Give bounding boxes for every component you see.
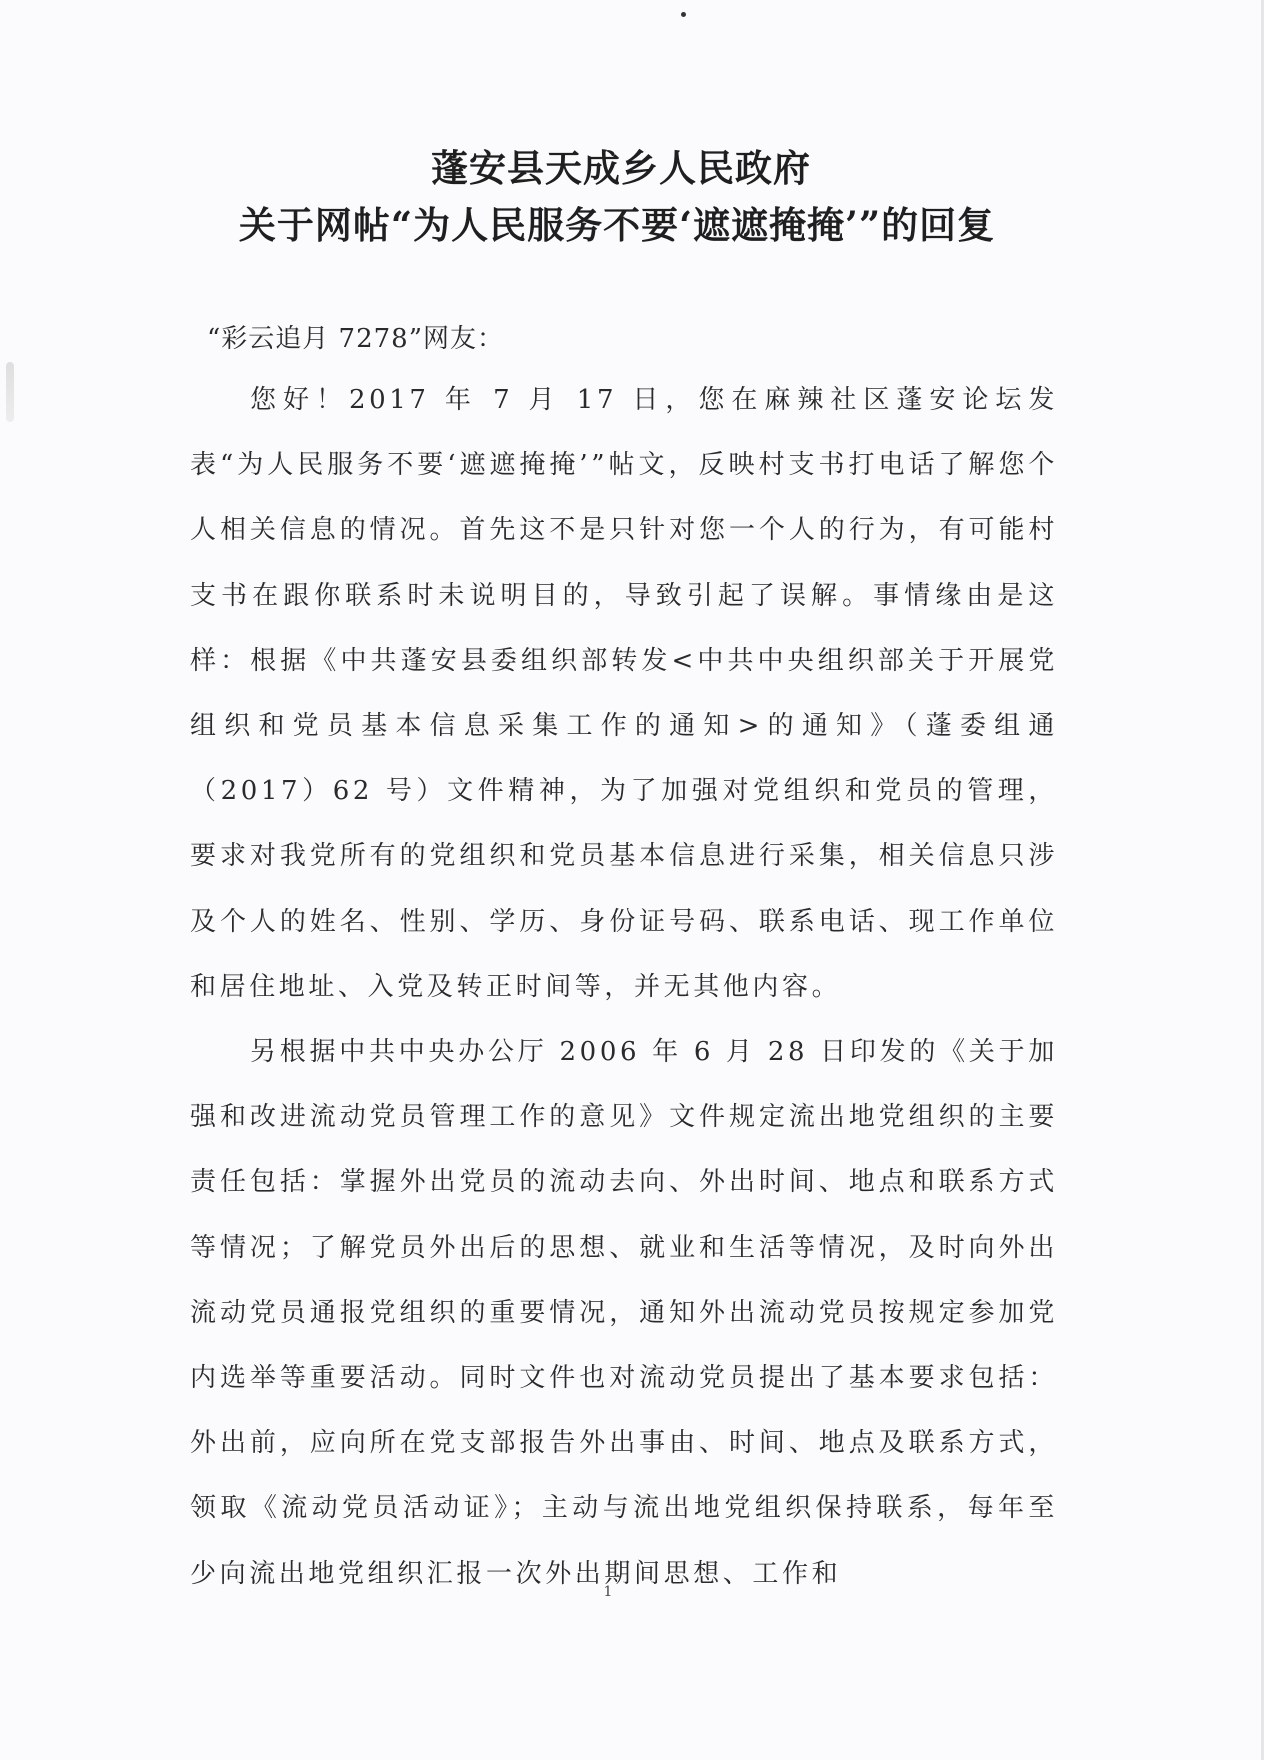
body-paragraph-1: 您好！2017 年 7 月 17 日，您在麻辣社区蓬安论坛发表“为人民服务不要‘遮遮掩掩’”帖文，反映村支书打电话了解您个人相关信息的情况。首先这不是只针对您一个人的行为，有可能村支书在跟你联系时未说明目的，导致引起了误解。事情缘由是这样：根据《中共蓬安县委组织部转发<中共中央组织部关于开展党组织和党员基本信息采集工作的通知>的通知》（蓬委组通（2017）62 号）文件精神，为了加强对党组织和党员的管理，要求对我党所有的党组织和党员基本信息进行采集，相关信息只涉及个人的姓名、性别、学历、身份证号码、联系电话、现工作单位和居住地址、入党及转正时间等，并无其他内容。 — [190, 385, 1058, 1002]
scan-mark-left — [6, 362, 14, 422]
document-title — [0, 146, 1264, 248]
scan-mark — [681, 12, 686, 17]
body-paragraph-2: 另根据中共中央办公厅 2006 年 6 月 28 日印发的《关于加强和改进流动党员管理工作的意见》文件规定流出地党组织的主要责任包括：掌握外出党员的流动去向、外出时间、地点和联系方式等情况；了解党员外出后的思想、就业和生活等情况，及时向外出流动党员通报党组织的重要情况，通知外出流动党员按规定参加党内选举等重要活动。同时文件也对流动党员提出了基本要求包括：外出前，应向所在党支部报告外出事由、时间、地点及联系方式，领取《流动党员活动证》；主动与流出地党组织保持联系，每年至少向流出地党组织汇报一次外出期间思想、工作和 — [190, 1037, 1058, 1589]
title-line-1: 蓬安县天成乡人民政府 — [431, 146, 811, 190]
salutation: “彩云追月 7278”网友： — [207, 324, 505, 354]
title-line-2: 关于网帖“为人民服务不要‘遮遮掩掩’”的回复 — [238, 203, 996, 247]
page-number: 1 — [603, 1584, 613, 1600]
